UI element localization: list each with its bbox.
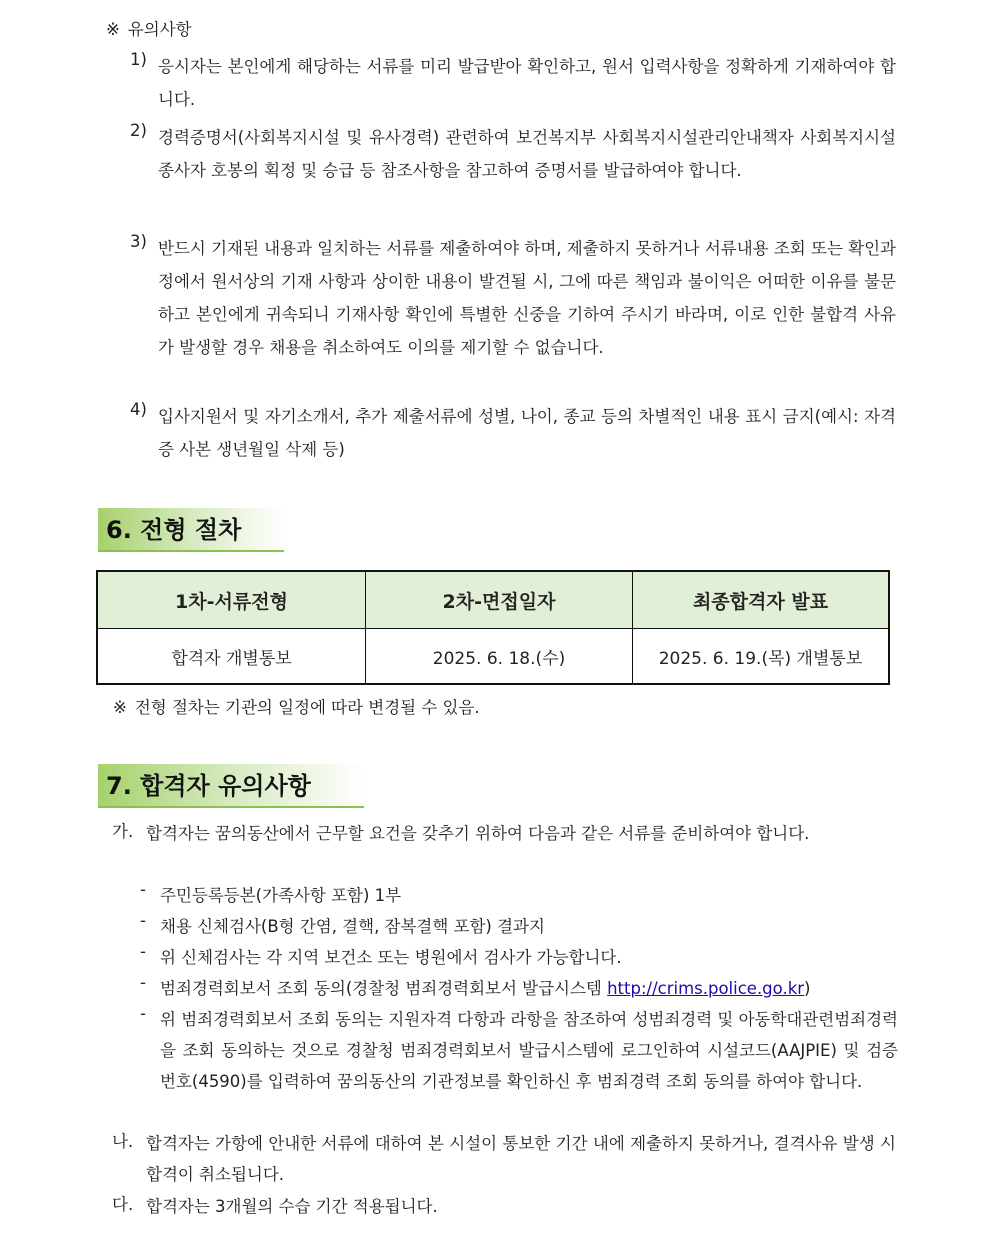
paragraph-text: 합격자는 3개월의 수습 기간 적용됩니다. [146,1197,438,1216]
table-cell: 2025. 6. 19.(목) 개별통보 [633,629,890,685]
table-header-row [97,571,889,629]
notice-item-1 [130,50,896,116]
dash-marker: - [140,973,146,992]
item-number: 2) [130,121,147,140]
dash-marker: - [140,880,146,899]
paragraph-na [112,1128,896,1190]
item-number: 1) [130,50,147,69]
list-item-text [160,973,898,1004]
notice-item-2 [130,121,896,187]
paragraph-ga [112,818,896,849]
list-item [140,973,898,1004]
item-text: 응시자는 본인에게 해당하는 서류를 미리 발급받아 확인하고, 원서 입력사항을 정확하게 기재하여야 합니다. [158,57,896,109]
process-note [113,694,480,718]
section-6-heading: 6. 전형 절차 [98,508,284,552]
paragraph-label: 나. [112,1132,134,1151]
crims-link[interactable]: http://crims.police.go.kr [607,979,805,998]
list-item [140,911,898,942]
notice-title: 유의사항 [127,20,192,39]
crims-close: ) [804,979,811,998]
notice-heading [106,16,192,40]
table-header: 최종합격자 발표 [633,571,890,629]
item-text: 반드시 기재된 내용과 일치하는 서류를 제출하여야 하며, 제출하지 못하거나 서류내용 조회 또는 확인과정에서 원서상의 기재 사항과 상이한 내용이 발견될 시, 그에 따른 책임과 불이익은 어떠한 이유를 불문하고 본인에게 귀속되니 기재사항 확인에 특별한 신중을 기하여 주시기 바라며, 이로 인한 불합격 사유가 발생할 경우 채용을 취소하여도 이의를 제기할 수 없습니다. [158,239,896,357]
notice-item-4 [130,400,896,466]
list-item [140,880,898,911]
dash-marker: - [140,942,146,961]
table-cell: 합격자 개별통보 [97,629,366,685]
reference-mark-icon: ※ [113,698,127,717]
list-item [140,1004,898,1097]
table-row [97,629,889,685]
item-text: 경력증명서(사회복지시설 및 유사경력) 관련하여 보건복지부 사회복지시설관리안내책자 사회복지시설 종사자 호봉의 획정 및 승급 등 참조사항을 참고하여 증명서를 발급하여야 합니다. [158,128,896,180]
reference-mark-icon: ※ [106,20,120,39]
list-item-text: 채용 신체검사(B형 간염, 결핵, 잠복결핵 포함) 결과지 [160,917,545,936]
paragraph-text: 합격자는 가항에 안내한 서류에 대하여 본 시설이 통보한 기간 내에 제출하지 못하거나, 결격사유 발생 시 합격이 취소됩니다. [146,1134,896,1184]
list-item [140,942,898,973]
section-7-heading: 7. 합격자 유의사항 [98,764,364,808]
notice-item-3 [130,232,896,364]
list-item-text: 위 범죄경력회보서 조회 동의는 지원자격 다항과 라항을 참조하여 성범죄경력 및 아동학대관련범죄경력을 조회 동의하는 것으로 경찰청 범죄경력회보서 발급시스템에 로그인하여 시설코드(AAJPIE) 및 검증번호(4590)를 입력하여 꿈의동산의 기관정보를 확인하신 후 범죄경력 조회 동의를 하여야 합니다. [160,1010,898,1091]
item-number: 3) [130,232,147,251]
list-item-text: 주민등록등본(가족사항 포함) 1부 [160,886,402,905]
selection-process-table [96,570,890,685]
dash-marker: - [140,911,146,930]
table-cell: 2025. 6. 18.(수) [366,629,633,685]
paragraph-label: 다. [112,1195,134,1214]
paragraph-da [112,1191,896,1222]
item-number: 4) [130,400,147,419]
item-text: 입사지원서 및 자기소개서, 추가 제출서류에 성별, 나이, 종교 등의 차별적인 내용 표시 금지(예시: 자격증 사본 생년월일 삭제 등) [158,407,896,459]
list-item-text: 위 신체검사는 각 지역 보건소 또는 병원에서 검사가 가능합니다. [160,948,622,967]
process-note-text: 전형 절차는 기관의 일정에 따라 변경될 수 있음. [134,698,480,717]
dash-marker: - [140,1004,146,1023]
crims-text: 범죄경력회보서 조회 동의(경찰청 범죄경력회보서 발급시스템 [160,979,608,998]
table-header: 2차-면접일자 [366,571,633,629]
paragraph-label: 가. [112,822,134,841]
paragraph-text: 합격자는 꿈의동산에서 근무할 요건을 갖추기 위하여 다음과 같은 서류를 준비하여야 합니다. [146,824,810,843]
table-header: 1차-서류전형 [97,571,366,629]
